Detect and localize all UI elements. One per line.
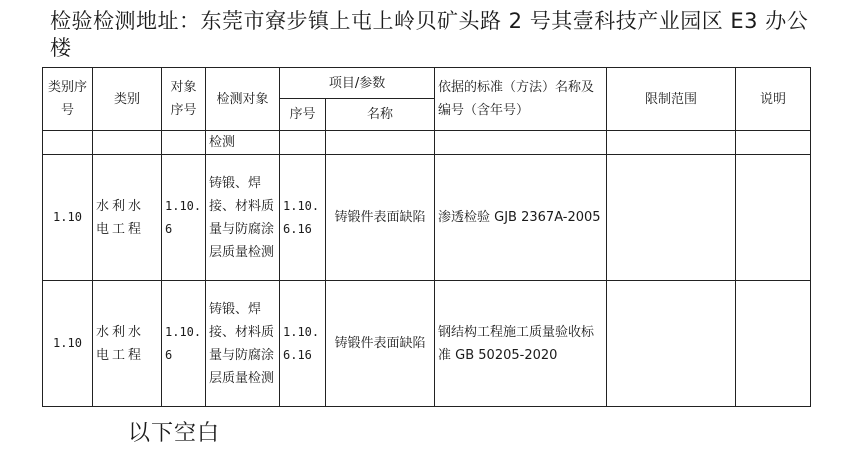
cont-standard	[435, 131, 607, 155]
item-name-cell: 铸锻件表面缺陷	[326, 281, 435, 407]
cont-object: 检测	[206, 131, 280, 155]
standard-cell: 渗透检验 GJB 2367A-2005	[435, 155, 607, 281]
continuation-row	[43, 131, 811, 155]
table-row	[43, 155, 811, 281]
standard-cell: 钢结构工程施工质量验收标准 GB 50205-2020	[435, 281, 607, 407]
category-cell: 水利水电工程	[93, 155, 162, 281]
category-no-cell: 1.10	[43, 281, 93, 407]
cont-category-no	[43, 131, 93, 155]
header-item-name: 名称	[326, 99, 435, 131]
header-note: 说明	[736, 68, 811, 131]
limit-cell	[607, 281, 736, 407]
header-object: 检测对象	[206, 68, 280, 131]
item-name-cell: 铸锻件表面缺陷	[326, 155, 435, 281]
cont-limit	[607, 131, 736, 155]
header-standard: 依据的标准（方法）名称及编号（含年号）	[435, 68, 607, 131]
item-no-cell: 1.10.6.16	[280, 281, 326, 407]
object-cell: 铸锻、焊接、材料质量与防腐涂层质量检测	[206, 281, 280, 407]
address-line: 检验检测地址：东莞市寮步镇上屯上岭贝矿头路 2 号其壹科技产业园区 E3 办公楼	[50, 9, 809, 60]
header-category-no: 类别序号	[43, 68, 93, 131]
header-row-1	[43, 68, 811, 99]
cont-item-no	[280, 131, 326, 155]
cont-item-name	[326, 131, 435, 155]
object-no-cell: 1.10.6	[162, 281, 206, 407]
header-item-no: 序号	[280, 99, 326, 131]
qualification-table	[42, 67, 811, 407]
table-row	[43, 281, 811, 407]
category-cell: 水利水电工程	[93, 281, 162, 407]
note-cell	[736, 281, 811, 407]
object-no-cell: 1.10.6	[162, 155, 206, 281]
item-no-cell: 1.10.6.16	[280, 155, 326, 281]
header-item-group: 项目/参数	[280, 68, 435, 99]
header-object-no: 对象序号	[162, 68, 206, 131]
note-cell	[736, 155, 811, 281]
header-category: 类别	[93, 68, 162, 131]
cont-object-no	[162, 131, 206, 155]
category-no-cell: 1.10	[43, 155, 93, 281]
object-cell: 铸锻、焊接、材料质量与防腐涂层质量检测	[206, 155, 280, 281]
blank-below-note: 以下空白	[128, 421, 221, 446]
cont-note	[736, 131, 811, 155]
cont-category	[93, 131, 162, 155]
header-limit: 限制范围	[607, 68, 736, 131]
limit-cell	[607, 155, 736, 281]
